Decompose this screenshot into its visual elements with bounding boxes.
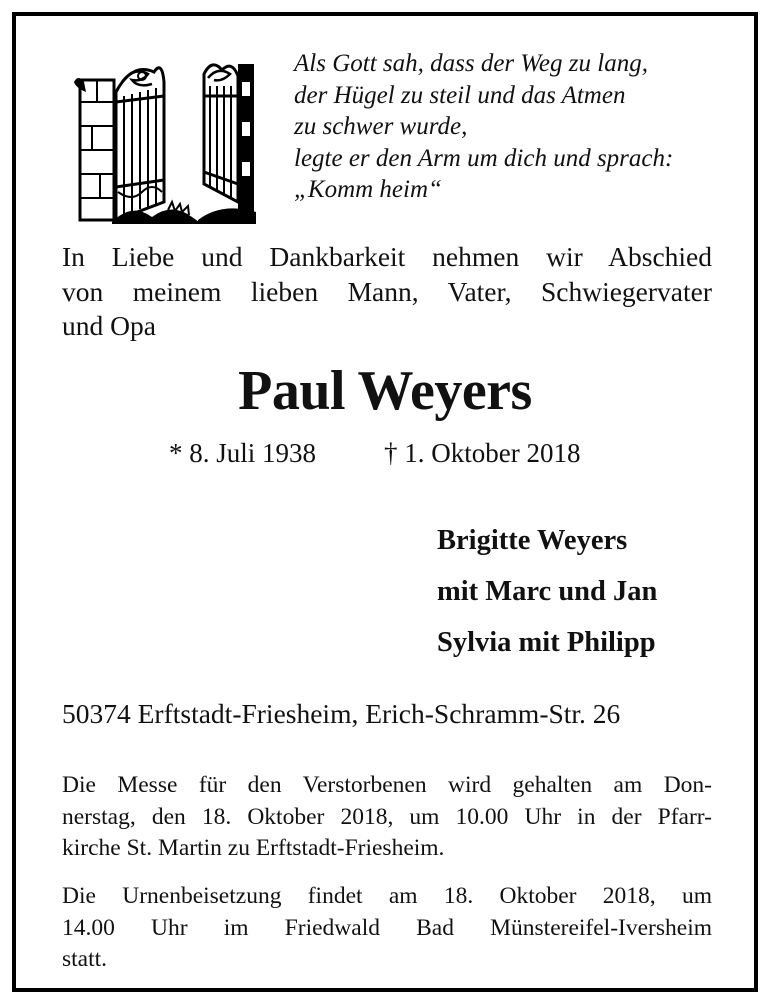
poem [294,48,734,206]
intro-line: von meinem lieben Mann, Vater, Schwiegervater [62,275,712,307]
mass-line: nerstag, den 18. Oktober 2018, um 10.00 Uhr in der Pfarr- [62,803,712,830]
family-line: Brigitte Weyers [437,525,628,556]
intro-line: In Liebe und Dankbarkeit nehmen wir Abschied [62,241,712,272]
burial-line: statt. [62,946,108,972]
burial-notice [62,881,712,976]
obituary-frame [12,12,758,992]
poem-line: Als Gott sah, dass der Weg zu lang, [294,50,648,77]
poem-line: legte er den Arm um dich und sprach: [294,144,674,172]
poem-line: der Hügel zu steil und das Atmen [294,81,626,109]
mass-line: Die Messe für den Verstorbenen wird gehalten am Don- [62,772,712,798]
poem-line: „Komm heim“ [294,176,442,203]
birth-date: * 8. Juli 1938 [169,438,317,468]
intro-text [62,240,712,344]
intro-line: und Opa [62,310,156,341]
poem-line: zu schwer wurde, [294,113,468,140]
deceased-name: Paul Weyers [238,360,532,422]
mass-line: kirche St. Martin zu Erftstadt-Friesheim. [62,835,445,861]
burial-line: 14.00 Uhr im Friedwald Bad Münstereifel-Iversheim [62,914,712,941]
burial-line: Die Urnenbeisetzung findet am 18. Oktober 2018, um [62,883,712,909]
open-gate-illustration [72,52,258,230]
obituary-content [16,16,754,988]
life-dates [169,436,581,470]
mass-notice [62,770,712,865]
family-line: mit Marc und Jan [437,576,658,607]
family-line: Sylvia mit Philipp [437,627,656,658]
address: 50374 Erftstadt-Friesheim, Erich-Schramm-Str. 26 [62,698,621,729]
death-date: † 1. Oktober 2018 [384,438,581,468]
family-signature [437,515,657,668]
